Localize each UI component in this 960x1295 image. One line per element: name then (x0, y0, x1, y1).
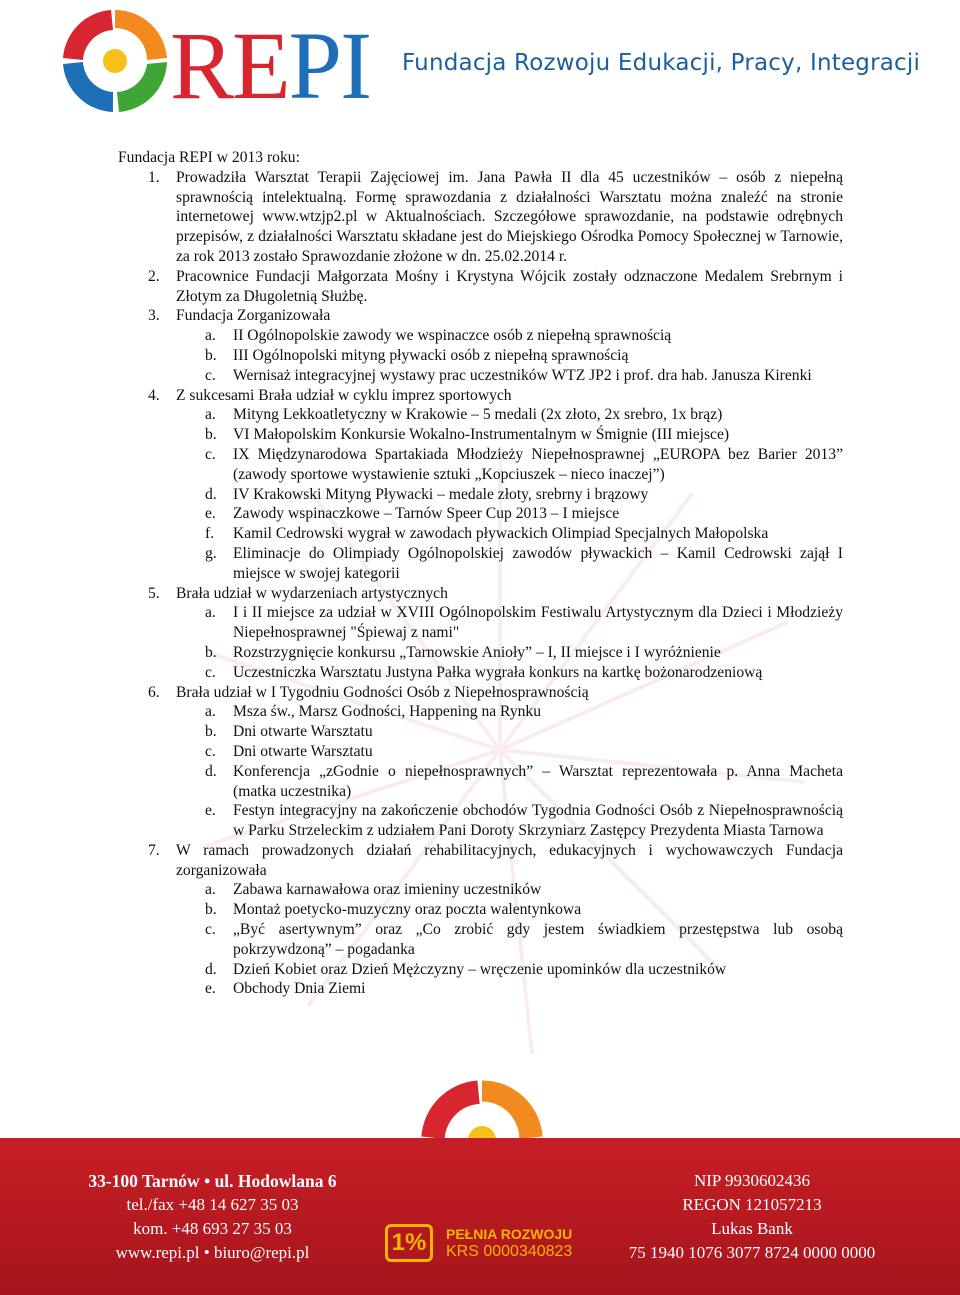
sub-item-text: Konferencja „zGodnie o niepełnosprawnych” – Warsztat reprezentowała p. Anna Macheta (matka uczestnika) (233, 762, 843, 800)
one-percent-info (446, 1226, 572, 1262)
sub-item-letter: b. (205, 346, 217, 364)
sub-list-item (118, 663, 843, 683)
address-line: 33-100 Tarnów • ul. Hodowlana 6 (88, 1171, 337, 1191)
sub-list (176, 880, 843, 999)
sub-item-text: Msza św., Marsz Godności, Happening na Rynku (233, 703, 542, 721)
list-item (118, 584, 843, 683)
list-item (118, 841, 843, 999)
list-item (118, 267, 843, 307)
sub-list-item (118, 742, 843, 762)
sub-list-item (118, 979, 843, 999)
list-item (118, 386, 843, 584)
sub-list-item (118, 405, 843, 425)
sub-item-letter: e. (205, 505, 216, 523)
sub-item-letter: g. (205, 544, 217, 562)
sub-item-text: Kamil Cedrowski wygrał w zawodach pływackich Olimpiad Specjalnych Małopolska (233, 525, 769, 543)
sub-item-text: Festyn integracyjny na zakończenie obchodów Tygodnia Godności Osób z Niepełnosprawnością w Parku Strzeleckim z udziałem Pani Doroty Skrzyniarz Zastępcy Prezydenta Miasta Tarnowa (233, 802, 843, 840)
sub-item-text: VI Małopolskim Konkursie Wokalno-Instrumentalnym w Śmignie (III miejsce) (233, 426, 730, 444)
sub-item-letter: e. (205, 802, 216, 820)
sub-list-item (118, 524, 843, 544)
mobile-line: kom. +48 693 27 35 03 (133, 1219, 292, 1238)
sub-list (176, 702, 843, 841)
sub-list-item (118, 425, 843, 445)
web-email-line[interactable]: www.repi.pl • biuro@repi.pl (115, 1243, 310, 1262)
sub-list-item (118, 702, 843, 722)
sub-item-text: I i II miejsce za udział w XVIII Ogólnopolskim Festiwalu Artystycznym dla Dzieci i Młodzieży Niepełnosprawnej "Śpiewaj z nami" (233, 604, 843, 642)
sub-item-letter: d. (205, 762, 217, 780)
sub-item-letter: c. (205, 742, 216, 760)
sub-item-letter: f. (205, 525, 215, 543)
sub-list-item (118, 346, 843, 366)
item-number: 2. (148, 267, 160, 285)
sub-list-item (118, 504, 843, 524)
sub-item-letter: b. (205, 426, 217, 444)
brand-name: REPI (170, 12, 371, 119)
sub-item-letter: a. (205, 703, 216, 721)
sub-item-text: Uczestniczka Warsztatu Justyna Pałka wygrała konkurs na kartkę bożonarodzeniową (233, 663, 763, 681)
sub-item-text: Obchody Dnia Ziemi (233, 980, 366, 998)
sub-item-text: Zabawa karnawałowa oraz imieniny uczestników (233, 881, 542, 899)
sub-item-letter: c. (205, 366, 216, 384)
sub-list-item (118, 445, 843, 485)
sub-item-letter: a. (205, 327, 216, 345)
sub-item-letter: a. (205, 881, 216, 899)
item-text: Pracownice Fundacji Małgorzata Mośny i Krystyna Wójcik zostały odznaczone Medalem Srebrnym i Złotym za Długoletnią Służbę. (176, 267, 843, 305)
item-number: 7. (148, 841, 160, 859)
sub-list-item (118, 920, 843, 960)
sub-item-text: Wernisaż integracyjnej wystawy prac uczestników WTZ JP2 i prof. dra hab. Janusza Kirenki (233, 366, 812, 384)
sub-list-item (118, 900, 843, 920)
sub-list-item (118, 960, 843, 980)
one-percent-badge: 1% (385, 1224, 433, 1262)
sub-item-text: Dzień Kobiet oraz Dzień Mężczyzny – wręczenie upominków dla uczestników (233, 960, 727, 978)
sub-list-item (118, 762, 843, 802)
item-text: Fundacja Zorganizowała (176, 307, 331, 325)
item-number: 6. (148, 683, 160, 701)
sub-list-item (118, 722, 843, 742)
item-number: 5. (148, 584, 160, 602)
sub-item-text: Eliminacje do Olimpiady Ogólnopolskiej zawodów pływackich – Kamil Cedrowski zajął I miejsce w swojej kategorii (233, 544, 843, 582)
item-text: Prowadziła Warsztat Terapii Zajęciowej im. Jana Pawła II dla 45 uczestników – osób z niepełną sprawnością intelektualną. Formę sprawozdania z działalności Warsztatu można znaleźć na stronie internetowej www.wtzjp2.pl w Aktualnościach. Szczegółowe sprawozdanie, na podstawie odrębnych przepisów, z działalności Warsztatu składane jest do Miejskiego Ośrodka Pomocy Społecznej w Tarnowie, za rok 2013 zostało Sprawozdanie złożone w dn. 25.02.2014 r. (176, 168, 843, 265)
document-body (118, 148, 843, 999)
sub-list (176, 603, 843, 682)
nip-line: NIP 9930602436 (693, 1171, 810, 1190)
sub-item-text: IX Międzynarodowa Spartakiada Młodzieży Niepełnosprawnej „EUROPA bez Barier 2013” (zawody sportowe wystawienie sztuki „Kopciuszek – nieco inaczej”) (233, 445, 843, 483)
intro-line: Fundacja REPI w 2013 roku: (118, 149, 300, 166)
sub-list-item (118, 801, 843, 841)
sub-item-text: IV Krakowski Mityng Pływacki – medale złoty, srebrny i brązowy (233, 485, 649, 503)
sub-list-item (118, 643, 843, 663)
list-item (118, 683, 843, 841)
registry-block (612, 1169, 892, 1265)
list-item (118, 168, 843, 267)
sub-item-text: Dni otwarte Warsztatu (233, 723, 373, 741)
item-number: 1. (148, 168, 160, 186)
sub-list-item (118, 485, 843, 505)
sub-item-letter: c. (205, 445, 216, 463)
account-line: 75 1940 1076 3077 8724 0000 0000 (628, 1243, 876, 1262)
regon-line: REGON 121057213 (682, 1195, 822, 1214)
item-number: 4. (148, 386, 160, 404)
sub-list-item (118, 366, 843, 386)
sub-item-letter: b. (205, 723, 217, 741)
sub-list (176, 326, 843, 385)
sub-list-item (118, 603, 843, 643)
sub-item-letter: d. (205, 485, 217, 503)
sub-list-item (118, 326, 843, 346)
sub-item-text: II Ogólnopolskie zawody we wspinaczce osób z niepełną sprawnością (233, 327, 672, 345)
sub-item-text: Mityng Lekkoatletyczny w Krakowie – 5 medali (2x złoto, 2x srebro, 1x brąz) (233, 406, 723, 424)
sub-item-text: III Ogólnopolski mityng pływacki osób z niepełną sprawnością (233, 346, 629, 364)
sub-item-text: Rozstrzygnięcie konkursu „Tarnowskie Anioły” – I, II miejsce i I wyróżnienie (233, 643, 721, 661)
sub-item-letter: b. (205, 901, 217, 919)
letterhead (0, 0, 960, 120)
sub-item-letter: a. (205, 604, 216, 622)
sub-item-text: Montaż poetycko-muzyczny oraz poczta walentynkowa (233, 901, 582, 919)
krs-number: KRS 0000340823 (446, 1243, 573, 1260)
percent-title: PEŁNIA ROZWOJU (446, 1226, 573, 1242)
sub-item-letter: c. (205, 663, 216, 681)
phone-line: tel./fax +48 14 627 35 03 (126, 1195, 299, 1214)
sub-item-letter: b. (205, 643, 217, 661)
contact-block (80, 1169, 345, 1265)
item-text: Z sukcesami Brała udział w cyklu imprez sportowych (176, 386, 512, 404)
sub-item-letter: a. (205, 406, 216, 424)
list-item (118, 306, 843, 385)
sub-item-letter: d. (205, 960, 217, 978)
letterhead-footer (0, 1138, 960, 1295)
sub-list-item (118, 544, 843, 584)
brand-tagline: Fundacja Rozwoju Edukacji, Pracy, Integracji (402, 50, 921, 76)
item-text: W ramach prowadzonych działań rehabilitacyjnych, edukacyjnych i wychowawczych Fundacja zorganizowała (176, 841, 843, 879)
sub-item-text: „Być asertywnym” oraz „Co zrobić gdy jestem świadkiem przestępstwa lub osobą pokrzywdzoną” – pogadanka (233, 921, 843, 958)
activity-list (118, 168, 843, 999)
item-number: 3. (148, 307, 160, 325)
bank-line: Lukas Bank (711, 1219, 793, 1238)
sub-item-letter: e. (205, 980, 216, 998)
item-text: Brała udział w wydarzeniach artystycznych (176, 584, 448, 602)
sub-item-text: Dni otwarte Warsztatu (233, 742, 373, 760)
sub-list-item (118, 880, 843, 900)
item-text: Brała udział w I Tygodniu Godności Osób z Niepełnosprawnością (176, 683, 589, 701)
repi-logo-icon (55, 2, 175, 120)
sub-item-text: Zawody wspinaczkowe – Tarnów Speer Cup 2013 – I miejsce (233, 505, 620, 523)
sub-list (176, 405, 843, 583)
sub-item-letter: c. (205, 921, 216, 939)
